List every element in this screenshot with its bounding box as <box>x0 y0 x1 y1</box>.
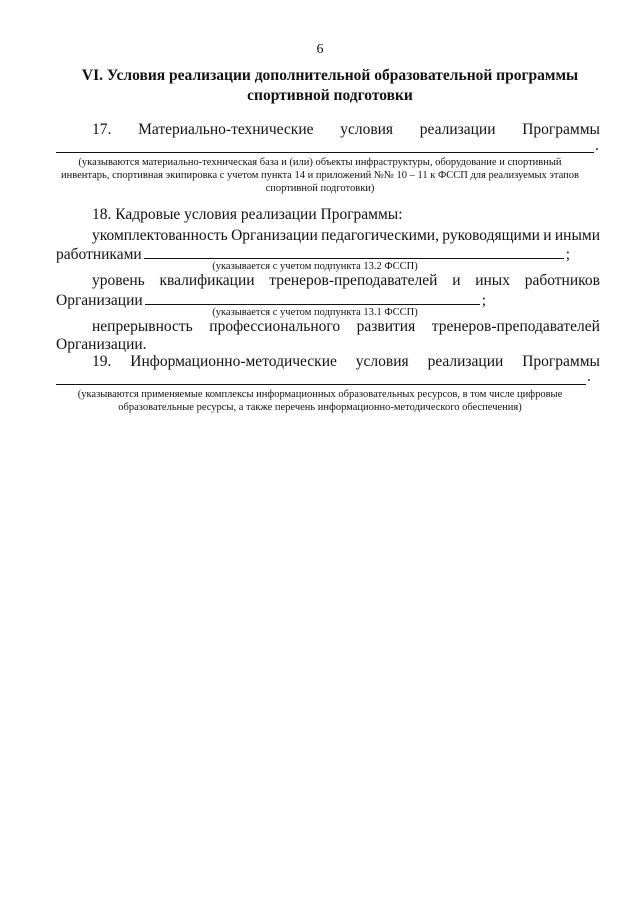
item-19-word: Информационно-методические <box>130 353 337 370</box>
section-title-line-1: VI. Условия реализации дополнительной образовательной программы <box>81 67 579 84</box>
qualification-cont-text: Организации <box>56 292 143 309</box>
continuity-word: профессионального <box>209 318 341 335</box>
item-17-word: Материально-технические <box>138 121 314 138</box>
item-17-period: . <box>595 137 599 154</box>
item-17-word: Программы <box>522 121 600 138</box>
item-19-word: Программы <box>522 353 600 370</box>
staffing-blank-line <box>144 244 564 259</box>
staffing-word: и <box>543 227 552 244</box>
item-19-word: условия <box>355 353 409 370</box>
staffing-note: (указывается с учетом подпункта 13.2 ФССП) <box>212 261 418 272</box>
qualification-word: квалификации <box>159 272 255 289</box>
item-19-blank-line <box>56 384 586 385</box>
qualification-note: (указывается с учетом подпункта 13.1 ФССП) <box>212 307 418 318</box>
qualification-word: работников <box>524 272 600 289</box>
item-19-number: 19. <box>92 353 112 370</box>
qualification-word: тренеров-преподавателей <box>269 272 438 289</box>
item-17-blank-line <box>56 152 594 153</box>
staffing-cont-text: работниками <box>56 246 142 263</box>
item-19-line <box>92 353 600 371</box>
item-17-note-line-3: спортивной подготовки) <box>265 183 375 194</box>
item-17-word: условия <box>340 121 394 138</box>
staffing-word: руководящими <box>442 227 540 244</box>
staffing-word: педагогическими, <box>321 227 439 244</box>
item-19-note-line-1: (указываются применяемые комплексы информационных образовательных ресурсов, в том числе цифровые <box>77 389 563 400</box>
item-17-note-line-2: инвентарь, спортивная экипировка с учетом пункта 14 и приложений №№ 10 – 11 к ФССП для реализуемых этапов <box>61 170 579 181</box>
staffing-semicolon: ; <box>565 246 570 263</box>
item-17-word: реализации <box>419 121 496 138</box>
continuity-word: непрерывность <box>92 318 193 335</box>
item-18-heading: 18. Кадровые условия реализации Программы: <box>92 206 403 223</box>
continuity-line <box>92 318 600 336</box>
item-19-note-line-2: образовательные ресурсы, а также перечень информационно-методического обеспечения) <box>118 402 522 413</box>
continuity-continuation: Организации. <box>56 336 147 353</box>
item-19-word: реализации <box>427 353 504 370</box>
section-title-line-2: спортивной подготовки <box>247 87 413 104</box>
continuity-word: тренеров-преподавателей <box>431 318 600 335</box>
continuity-word: развития <box>356 318 416 335</box>
item-19-note <box>40 388 600 414</box>
page-number: 6 <box>316 42 324 57</box>
staffing-line <box>92 227 600 245</box>
qualification-semicolon: ; <box>481 292 486 309</box>
item-17-note-line-1: (указываются материально-техническая база и (или) объекты инфраструктуры, оборудование и спортивный <box>78 157 562 168</box>
item-17-note <box>40 156 600 195</box>
item-17-line <box>92 121 600 139</box>
qualification-word: уровень <box>92 272 145 289</box>
staffing-word: иными <box>554 227 600 244</box>
qualification-word: иных <box>475 272 510 289</box>
item-19-period: . <box>587 368 591 385</box>
staffing-word: Организации <box>231 227 318 244</box>
section-title <box>60 66 600 106</box>
qualification-line <box>92 272 600 290</box>
item-17-number: 17. <box>92 121 112 138</box>
qualification-word: и <box>452 272 461 289</box>
staffing-word: укомплектованность <box>92 227 228 244</box>
qualification-blank-line <box>145 290 480 305</box>
